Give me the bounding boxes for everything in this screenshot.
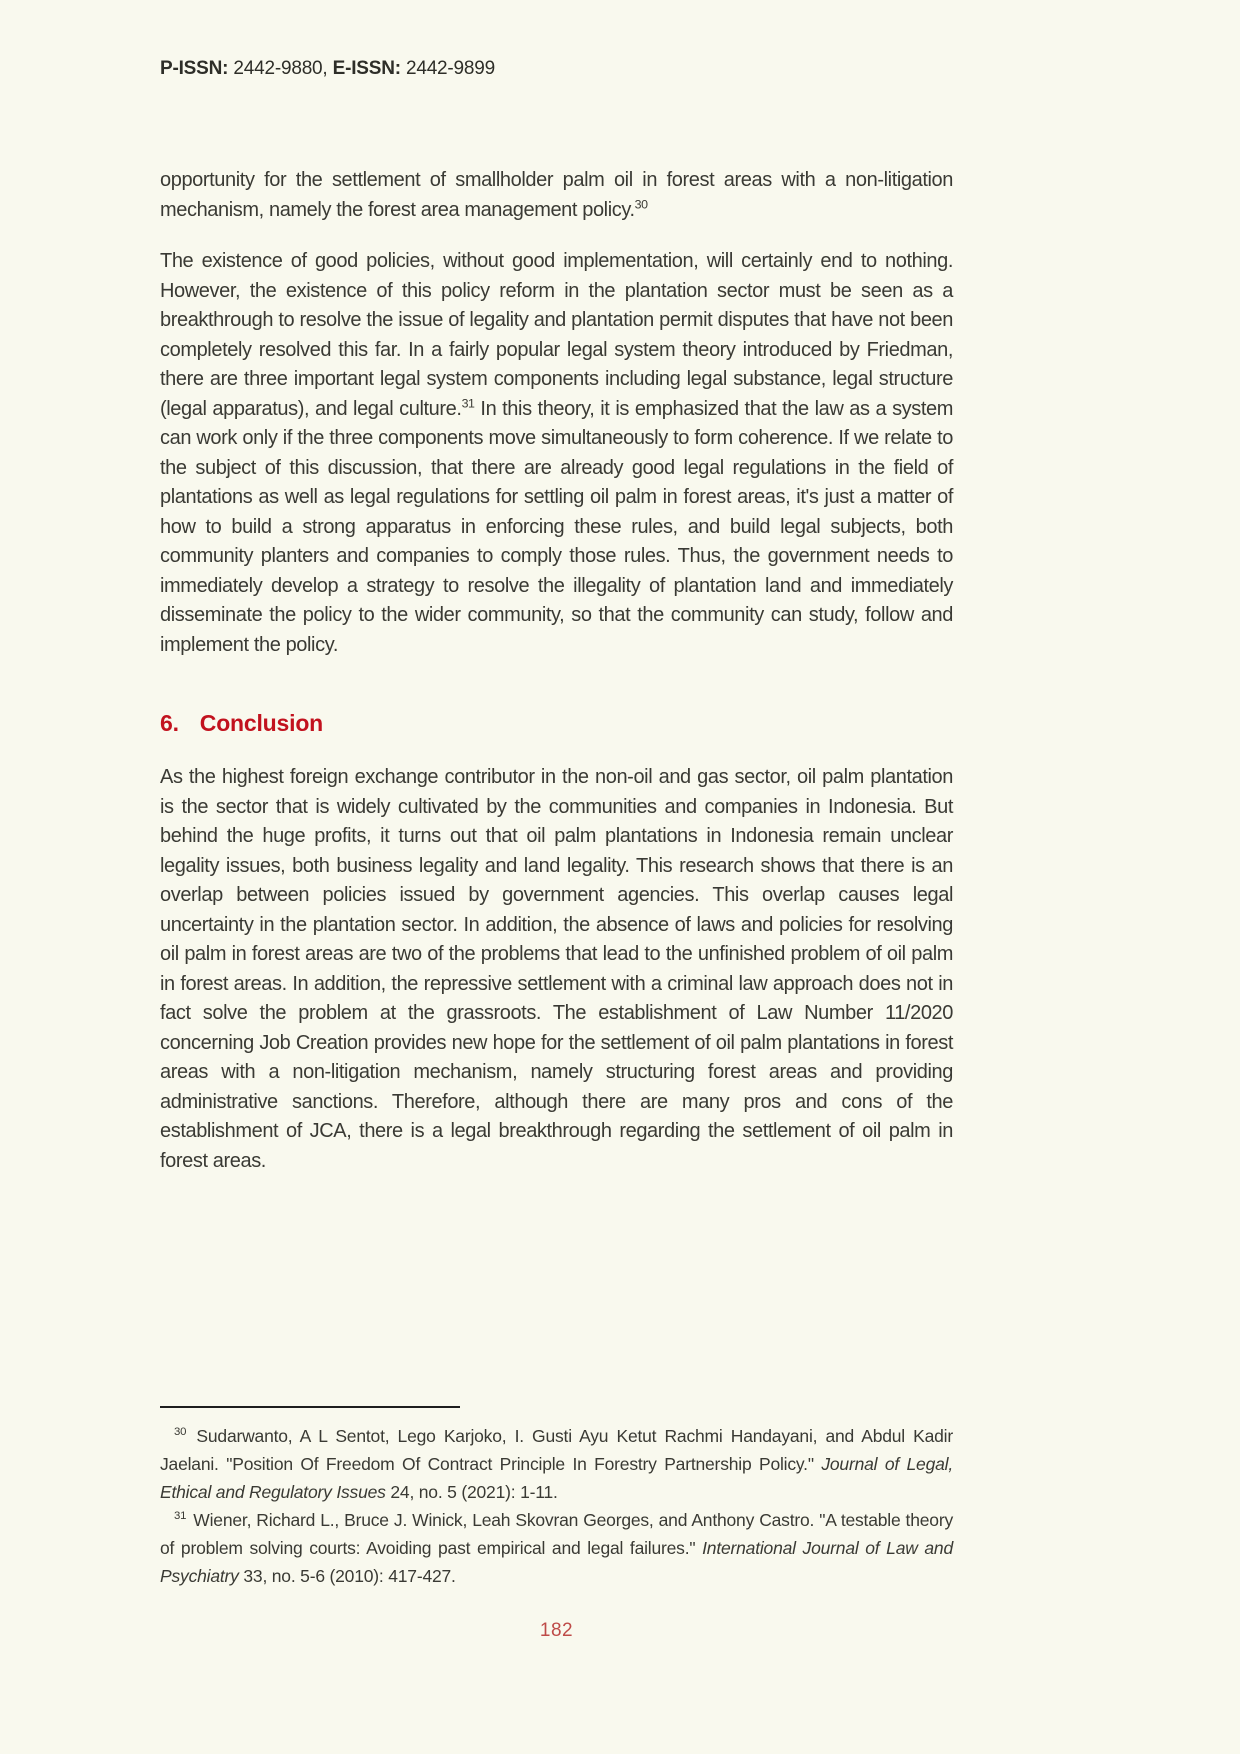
page-footer [160,1620,953,1642]
footnote-number: 30 [174,1426,187,1439]
issn-header: P-ISSN: 2442-9880, E-ISSN: 2442-9899 [160,58,496,79]
footnote-number: 31 [174,1510,187,1523]
footnote-text: Wiener, Richard L., Bruce J. Winick, Leah Skovran Georges, and Anthony Castro. "A testable theory of problem solving courts: Avoiding past empirical and legal failures." International Journal of Law and Psychiatry 33, no. 5-6 (2010): 417-427. [160,1510,953,1586]
section-number: 6. [160,710,179,736]
section-heading [160,710,953,737]
footnote-separator [160,1406,460,1408]
paragraph: opportunity for the settlement of smallholder palm oil in forest areas with a non-litigation mechanism, namely the forest area management policy.$^{30}$ [160,169,953,221]
footnote [160,1506,953,1590]
paragraph: The existence of good policies, without good implementation, will certainly end to nothing. However, the existence of this policy reform in the plantation sector must be seen as a breakthrough to resolve the issue of legality and plantation permit disputes that have not been completely resolved this far. In a fairly popular legal system theory introduced by Friedman, there are three important legal system components including legal substance, legal structure (legal apparatus), and legal culture.$^{31}$ In this theory, it is emphasized that the law as a system can work only if the three components move simultaneously to form coherence. If we relate to the subject of this discussion, that there are already good legal regulations in the field of plantations as well as legal regulations for settling oil palm in forest areas, it's just a matter of how to build a strong apparatus in enforcing these rules, and build legal subjects, both community planters and companies to comply those rules. Thus, the government needs to immediately develop a strategy to resolve the illegality of plantation land and immediately disseminate the policy to the wider community, so that the community can study, follow and implement the policy. [160,250,954,656]
footnotes-block [160,1406,953,1590]
page-number: 182 [539,1620,574,1641]
footnote [160,1422,953,1506]
footnote-text: Sudarwanto, A L Sentot, Lego Karjoko, I. Gusti Ayu Ketut Rachmi Handayani, and Abdul Kadir Jaelani. "Position Of Freedom Of Contract Principle In Forestry Partnership Policy." Journal of Legal, Ethical and Regulatory Issues 24, no. 5 (2021): 1-11. [160,1426,953,1502]
section-title: Conclusion [199,710,324,736]
paragraph: As the highest foreign exchange contributor in the non-oil and gas sector, oil palm plantation is the sector that is widely cultivated by the communities and companies in Indonesia. But behind the huge profits, it turns out that oil palm plantations in Indonesia remain unclear legality issues, both business legality and land legality. This research shows that there is an overlap between policies issued by government agencies. This overlap causes legal uncertainty in the plantation sector. In addition, the absence of laws and policies for resolving oil palm in forest areas are two of the problems that lead to the unfinished problem of oil palm in forest areas. In addition, the repressive settlement with a criminal law approach does not in fact solve the problem at the grassroots. The establishment of Law Number 11/2020 concerning Job Creation provides new hope for the settlement of oil palm plantations in forest areas with a non-litigation mechanism, namely structuring forest areas and providing administrative sanctions. Therefore, although there are many pros and cons of the establishment of JCA, there is a legal breakthrough regarding the settlement of oil palm in forest areas. [160,766,953,1172]
